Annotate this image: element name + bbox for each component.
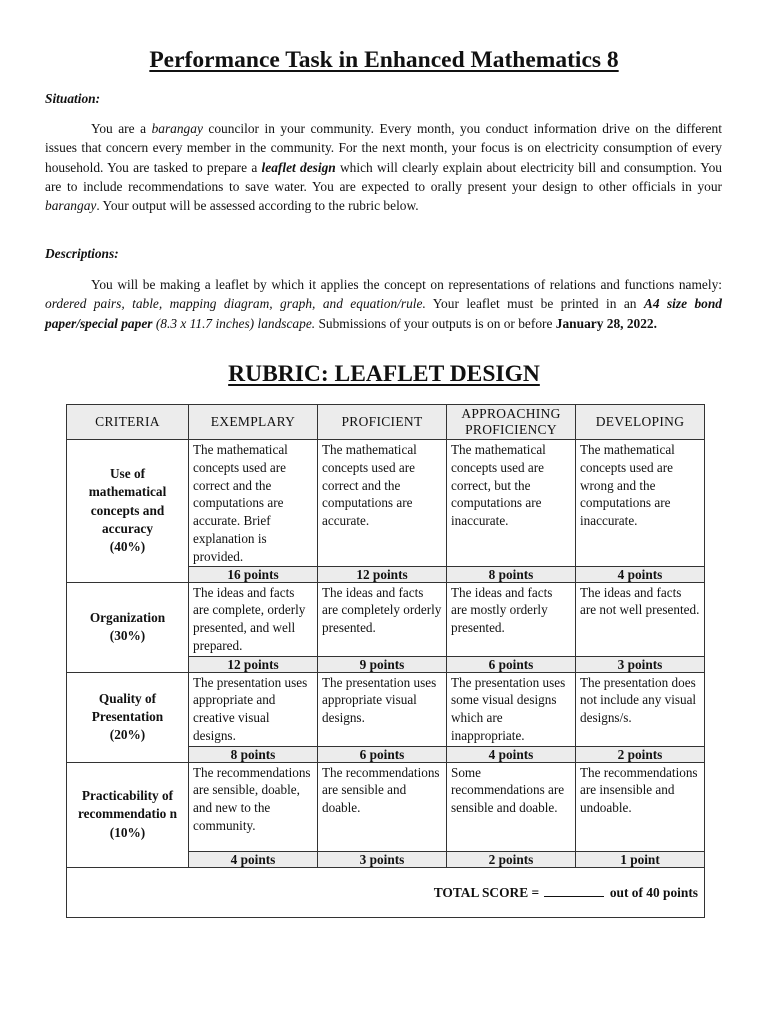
document-title: Performance Task in Enhanced Mathematics 8 <box>149 47 619 73</box>
descriptor-cell: The presentation uses appropriate and creative visual designs. <box>189 672 318 746</box>
descriptions-italic-2: (8.3 x 11.7 inches) landscape. <box>152 315 316 331</box>
table-row <box>67 762 705 851</box>
descriptor-cell: The recommendations are sensible and doable. <box>318 762 447 851</box>
situation-text-3: which will clearly explain about electricity bill and consumption. You are to include recommendations to save water. You are expected to orally present your design to other officials in your <box>45 159 722 194</box>
situation-text-2: councilor in your community. Every month, you conduct information drive on the different issues that concern every member in the community. For the next month, your focus is on electricity consumption of every household. You are tasked to prepare a <box>45 121 722 175</box>
criteria-cell <box>67 762 189 867</box>
points-cell: 12 points <box>189 656 318 672</box>
criteria-name: Quality of Presentation <box>91 690 164 724</box>
situation-label: Situation: <box>45 91 101 106</box>
descriptions-italic-1: ordered pairs, table, mapping diagram, graph, and equation/rule. <box>45 296 426 312</box>
descriptor-cell: Some recommendations are sensible and doable. <box>447 762 576 851</box>
points-cell: 4 points <box>189 851 318 867</box>
total-score-cell <box>67 867 705 917</box>
criteria-name: Use of mathematical concepts and accuracy <box>88 466 167 536</box>
situation-italic-2: barangay <box>45 198 97 214</box>
points-cell: 9 points <box>318 656 447 672</box>
points-cell: 12 points <box>318 566 447 582</box>
points-cell: 4 points <box>447 746 576 762</box>
criteria-cell <box>67 672 189 762</box>
rubric-header-row <box>67 405 705 440</box>
rubric-title: RUBRIC: LEAFLET DESIGN <box>228 361 540 387</box>
descriptor-cell: The recommendations are sensible, doable, and new to the community. <box>189 762 318 851</box>
header-criteria: CRITERIA <box>67 405 189 440</box>
situation-text-4: . Your output will be assessed according to the rubric below. <box>96 198 419 214</box>
points-cell: 1 point <box>576 851 705 867</box>
descriptor-cell: The ideas and facts are not well presented. <box>576 582 705 656</box>
descriptor-cell: The mathematical concepts used are correct and the computations are accurate. <box>318 440 447 567</box>
points-cell: 8 points <box>189 746 318 762</box>
descriptions-text-2: Your leaflet must be printed in an <box>425 296 644 312</box>
table-row <box>67 582 705 656</box>
descriptor-cell: The mathematical concepts used are wrong and the computations are inaccurate. <box>576 440 705 567</box>
descriptor-cell: The ideas and facts are complete, orderly presented, and well prepared. <box>189 582 318 656</box>
total-score-blank <box>544 884 604 897</box>
points-cell: 6 points <box>318 746 447 762</box>
situation-italic-1: barangay <box>151 121 203 136</box>
descriptor-cell: The presentation uses appropriate visual designs. <box>318 672 447 746</box>
descriptions-bold-italic: A4 size bond paper/special paper <box>45 296 722 331</box>
descriptor-cell: The mathematical concepts used are correct and the computations are accurate. Brief explanation is provided. <box>189 440 318 567</box>
situation-text-1: You are a <box>91 121 152 136</box>
criteria-weight: (30%) <box>109 628 146 644</box>
descriptor-cell: The ideas and facts are completely orderly presented. <box>318 582 447 656</box>
descriptor-cell: The presentation uses some visual designs which are inappropriate. <box>447 672 576 746</box>
table-row <box>67 440 705 567</box>
descriptor-cell: The recommendations are insensible and undoable. <box>576 762 705 851</box>
descriptor-cell: The mathematical concepts used are correct, but the computations are inaccurate. <box>447 440 576 567</box>
total-score-suffix: out of 40 points <box>609 884 698 900</box>
descriptions-text-3: Submissions of your outputs is on or before <box>315 315 556 331</box>
points-cell: 4 points <box>576 566 705 582</box>
criteria-cell <box>67 440 189 583</box>
situation-bold-italic: leaflet design <box>261 159 336 175</box>
descriptor-cell: The ideas and facts are mostly orderly presented. <box>447 582 576 656</box>
points-cell: 2 points <box>447 851 576 867</box>
table-row <box>67 672 705 746</box>
criteria-name: Organization <box>89 609 166 625</box>
criteria-cell <box>67 582 189 672</box>
descriptions-paragraph <box>45 275 722 333</box>
points-cell: 3 points <box>318 851 447 867</box>
header-approaching-proficiency: APPROACHING PROFICIENCY <box>447 405 576 440</box>
criteria-name: Practicability of recommendatio n <box>77 788 178 822</box>
header-developing: DEVELOPING <box>576 405 705 440</box>
descriptions-label: Descriptions: <box>45 246 119 261</box>
points-cell: 3 points <box>576 656 705 672</box>
points-cell: 16 points <box>189 566 318 582</box>
criteria-weight: (20%) <box>109 727 146 743</box>
situation-paragraph <box>45 119 722 215</box>
criteria-weight: (40%) <box>109 539 146 555</box>
total-score-label: TOTAL SCORE = <box>433 884 540 900</box>
rubric-table <box>66 404 705 918</box>
descriptions-deadline: January 28, 2022. <box>555 315 657 331</box>
descriptor-cell: The presentation does not include any visual designs/s. <box>576 672 705 746</box>
total-row <box>67 867 705 917</box>
points-cell: 2 points <box>576 746 705 762</box>
header-exemplary: EXEMPLARY <box>189 405 318 440</box>
points-cell: 8 points <box>447 566 576 582</box>
header-proficient: PROFICIENT <box>318 405 447 440</box>
criteria-weight: (10%) <box>109 824 146 840</box>
descriptions-text-1: You will be making a leaflet by which it applies the concept on representations of relations and functions namely: <box>91 277 722 292</box>
points-cell: 6 points <box>447 656 576 672</box>
